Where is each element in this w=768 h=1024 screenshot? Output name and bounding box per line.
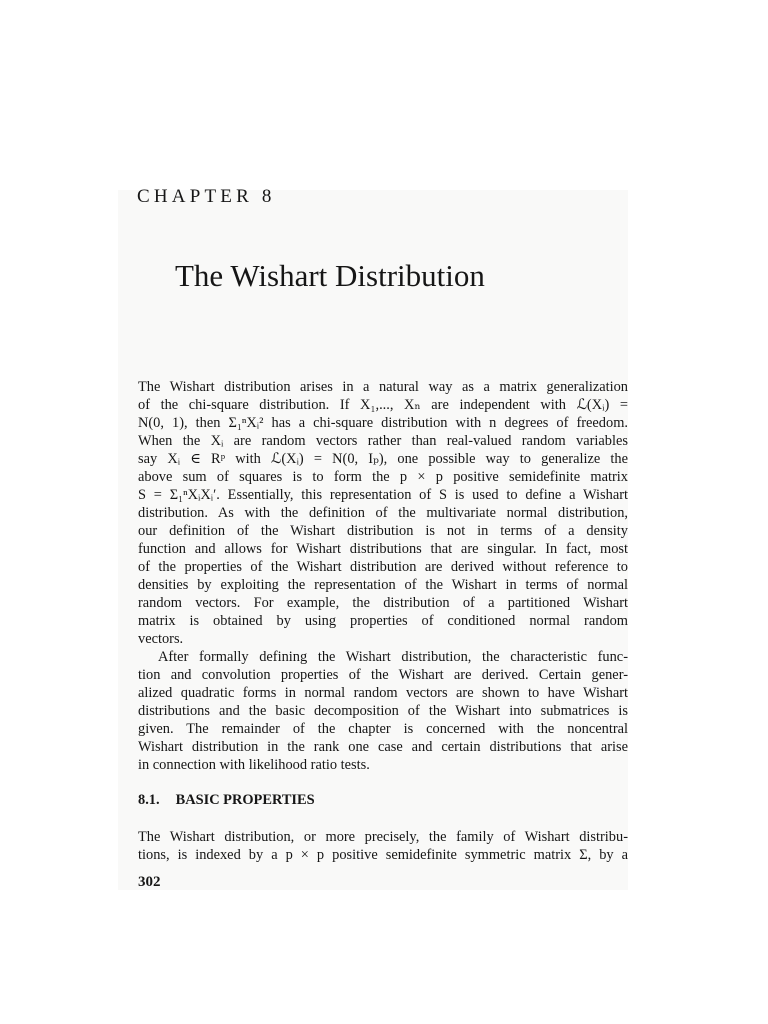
text-line: densities by exploiting the representation of the Wishart in terms of normal	[138, 577, 628, 593]
section-heading	[138, 792, 315, 809]
text-line: in connection with likelihood ratio tests.	[138, 757, 370, 773]
text-line: The Wishart distribution arises in a natural way as a matrix generalization	[138, 379, 628, 395]
text-line: above sum of squares is to form the p × p positive semidefinite matrix	[138, 469, 628, 485]
text-line: Wishart distribution in the rank one case and certain distributions that arise	[138, 739, 628, 755]
text-line: distributions and the basic decomposition of the Wishart into submatrices is	[138, 703, 628, 719]
text-line: The Wishart distribution, or more precisely, the family of Wishart distribu-	[138, 829, 628, 845]
text-line: function and allows for Wishart distributions that are singular. In fact, most	[138, 541, 628, 557]
text-line: vectors.	[138, 631, 184, 647]
text-line: given. The remainder of the chapter is concerned with the noncentral	[138, 721, 628, 737]
text-line: S = Σ₁ⁿXᵢXᵢ′. Essentially, this representation of S is used to define a Wishart	[138, 487, 628, 503]
text-line: matrix is obtained by using properties of conditioned normal random	[138, 613, 628, 629]
text-line: of the chi-square distribution. If X₁,..., Xₙ are independent with ℒ(Xᵢ) =	[138, 397, 628, 413]
text-line: say Xᵢ ∈ Rᵖ with ℒ(Xᵢ) = N(0, Iₚ), one possible way to generalize the	[138, 451, 628, 467]
text-line: N(0, 1), then Σ₁ⁿXᵢ² has a chi-square distribution with n degrees of freedom.	[138, 415, 628, 431]
chapter-label: CHAPTER 8	[137, 186, 276, 207]
text-line: random vectors. For example, the distribution of a partitioned Wishart	[138, 595, 628, 611]
text-line: of the properties of the Wishart distribution are derived without reference to	[138, 559, 628, 575]
section-title: BASIC PROPERTIES	[175, 792, 315, 808]
text-line: tions, is indexed by a p × p positive semidefinite symmetric matrix Σ, by a	[138, 847, 628, 863]
chapter-title: The Wishart Distribution	[175, 258, 485, 293]
text-line: When the Xᵢ are random vectors rather than real-valued random variables	[138, 433, 628, 449]
text-line: After formally defining the Wishart distribution, the characteristic func-	[158, 649, 628, 665]
page-number: 302	[138, 874, 161, 890]
text-line: distribution. As with the definition of the multivariate normal distribution,	[138, 505, 628, 521]
section-number: 8.1.	[138, 792, 160, 808]
text-line: alized quadratic forms in normal random vectors are shown to have Wishart	[138, 685, 628, 701]
text-line: tion and convolution properties of the Wishart are derived. Certain gener-	[138, 667, 628, 683]
text-line: our definition of the Wishart distribution is not in terms of a density	[138, 523, 628, 539]
